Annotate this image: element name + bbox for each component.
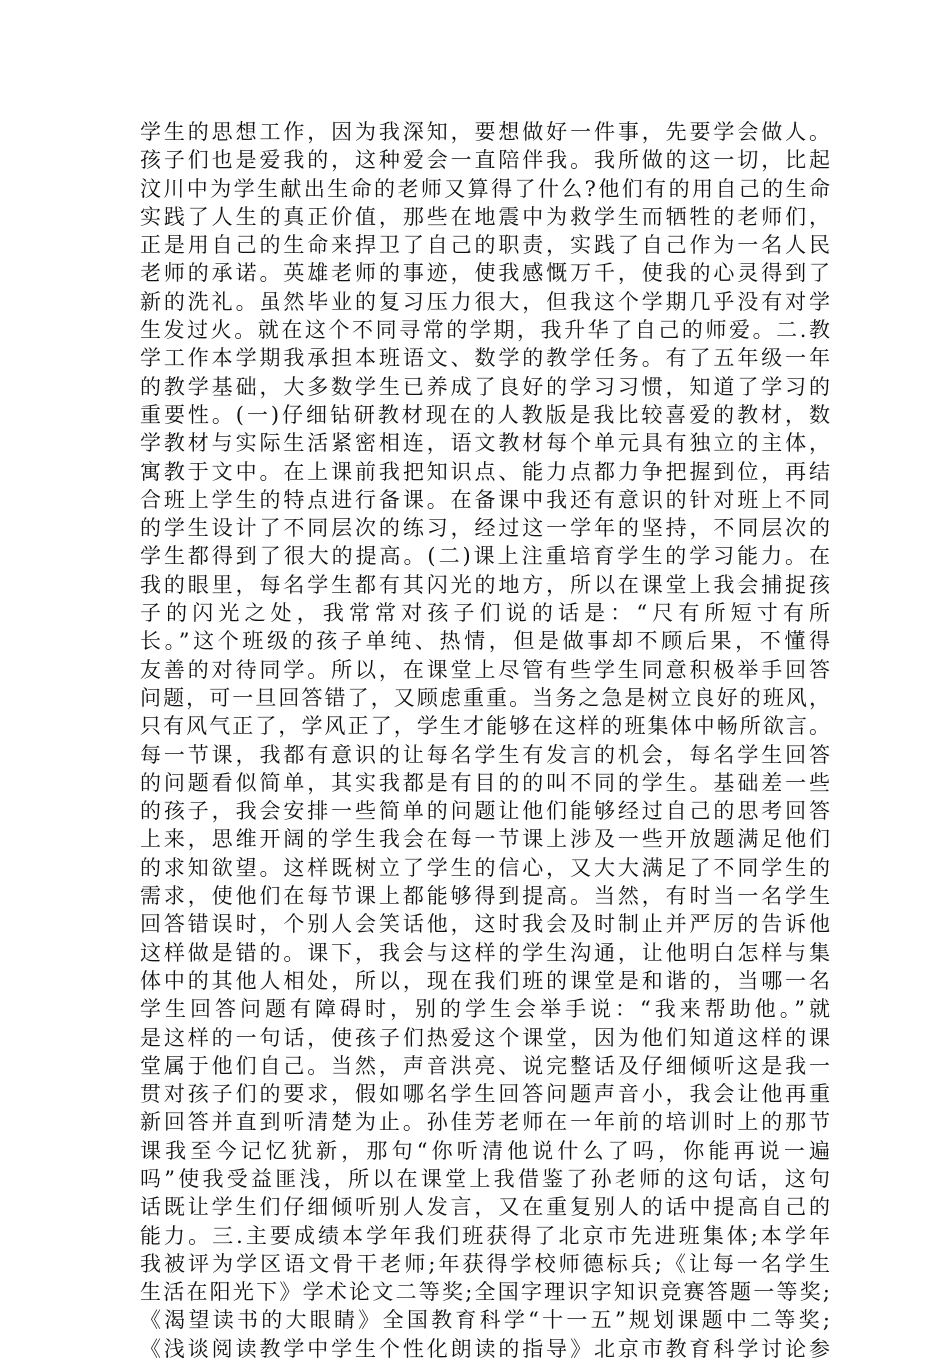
text-line: 的学生设计了不同层次的练习，经过这一学年的坚持，不同层次的	[140, 516, 830, 541]
text-line: 的问题看似简单，其实我都是有目的的叫不同的学生。基础差一些	[140, 770, 830, 795]
text-line: 友善的对待同学。所以，在课堂上尽管有些学生同意积极举手回答	[140, 657, 830, 682]
text-line: 我的眼里，每名学生都有其闪光的地方，所以在课堂上我会捕捉孩	[140, 572, 830, 597]
text-line: 长。”这个班级的孩子单纯、热情，但是做事却不顾后果，不懂得	[140, 629, 830, 654]
text-line: 体中的其他人相处，所以，现在我们班的课堂是和谐的，当哪一名	[140, 968, 830, 993]
text-line: 课我至今记忆犹新，那句“你听清他说什么了吗，你能再说一遍	[140, 1138, 830, 1163]
text-line: 子的闪光之处，我常常对孩子们说的话是：“尺有所短寸有所	[140, 601, 830, 626]
text-line: 的求知欲望。这样既树立了学生的信心，又大大满足了不同学生的	[140, 855, 830, 880]
text-line: 学教材与实际生活紧密相连，语文教材每个单元具有独立的主体，	[140, 431, 830, 456]
text-line: 《浅谈阅读教学中学生个性化朗读的指导》北京市教育科学讨论参	[140, 1336, 830, 1361]
text-line: 贯对孩子们的要求，假如哪名学生回答问题声音小，我会让他再重	[140, 1082, 830, 1107]
text-line: 学生的思想工作，因为我深知，要想做好一件事，先要学会做人。	[140, 120, 830, 144]
text-line: 的孩子，我会安排一些简单的问题让他们能够经过自己的思考回答	[140, 799, 830, 824]
text-line: 正是用自己的生命来捍卫了自己的职责，实践了自己作为一名人民	[140, 233, 830, 258]
text-line: 只有风气正了，学风正了，学生才能够在这样的班集体中畅所欲言。	[140, 714, 830, 739]
text-line: 堂属于他们自己。当然，声音洪亮、说完整话及仔细倾听这是我一	[140, 1053, 830, 1078]
text-line: 回答错误时，个别人会笑话他，这时我会及时制止并严厉的告诉他	[140, 912, 830, 937]
body-text	[140, 118, 830, 1363]
text-line: 我被评为学区语文骨干老师;年获得学校师德标兵;《让每一名学生	[140, 1251, 830, 1276]
text-line: 学生都得到了很大的提高。(二)课上注重培育学生的学习能力。在	[140, 544, 830, 569]
text-line: 每一节课，我都有意识的让每名学生有发言的机会，每名学生回答	[140, 742, 830, 767]
text-line: 寓教于文中。在上课前我把知识点、能力点都力争把握到位，再结	[140, 459, 830, 484]
text-line: 上来，思维开阔的学生我会在每一节课上涉及一些开放题满足他们	[140, 827, 830, 852]
text-line: 新的洗礼。虽然毕业的复习压力很大，但我这个学期几乎没有对学	[140, 289, 830, 314]
text-line: 合班上学生的特点进行备课。在备课中我还有意识的针对班上不同	[140, 487, 830, 512]
text-line: 汶川中为学生献出生命的老师又算得了什么?他们有的用自己的生命	[140, 176, 830, 201]
text-line: 能力。三.主要成绩本学年我们班获得了北京市先进班集体;本学年	[140, 1223, 830, 1248]
text-line: 生发过火。就在这个不同寻常的学期，我升华了自己的师爱。二.教	[140, 318, 830, 343]
text-line: 学生回答问题有障碍时，别的学生会举手说：“我来帮助他。”就	[140, 997, 830, 1022]
text-line: 新回答并直到听清楚为止。孙佳芳老师在一年前的培训时上的那节	[140, 1110, 830, 1135]
text-line: 的教学基础，大多数学生已养成了良好的学习习惯，知道了学习的	[140, 374, 830, 399]
text-line: 问题，可一旦回答错了，又顾虑重重。当务之急是树立良好的班风，	[140, 685, 830, 710]
text-line: 这样做是错的。课下，我会与这样的学生沟通，让他明白怎样与集	[140, 940, 830, 965]
text-line: 需求，使他们在每节课上都能够得到提高。当然，有时当一名学生	[140, 884, 830, 909]
text-line: 实践了人生的真正价值，那些在地震中为救学生而牺牲的老师们，	[140, 204, 830, 229]
text-line: 重要性。(一)仔细钻研教材现在的人教版是我比较喜爱的教材，数	[140, 402, 830, 427]
text-line: 吗”使我受益匪浅，所以在课堂上我借鉴了孙老师的这句话，这句	[140, 1166, 830, 1191]
text-line: 老师的承诺。英雄老师的事迹，使我感慨万千，使我的心灵得到了	[140, 261, 830, 286]
text-line: 是这样的一句话，使孩子们热爱这个课堂，因为他们知道这样的课	[140, 1025, 830, 1050]
text-line: 话既让学生们仔细倾听别人发言，又在重复别人的话中提高自己的	[140, 1195, 830, 1220]
text-line: 学工作本学期我承担本班语文、数学的教学任务。有了五年级一年	[140, 346, 830, 371]
text-line: 生活在阳光下》学术论文二等奖;全国字理识字知识竞赛答题一等奖;	[140, 1280, 830, 1305]
text-line: 孩子们也是爱我的，这种爱会一直陪伴我。我所做的这一切，比起	[140, 148, 830, 173]
text-line: 《渴望读书的大眼睛》全国教育科学“十一五”规划课题中二等奖;	[140, 1308, 830, 1333]
